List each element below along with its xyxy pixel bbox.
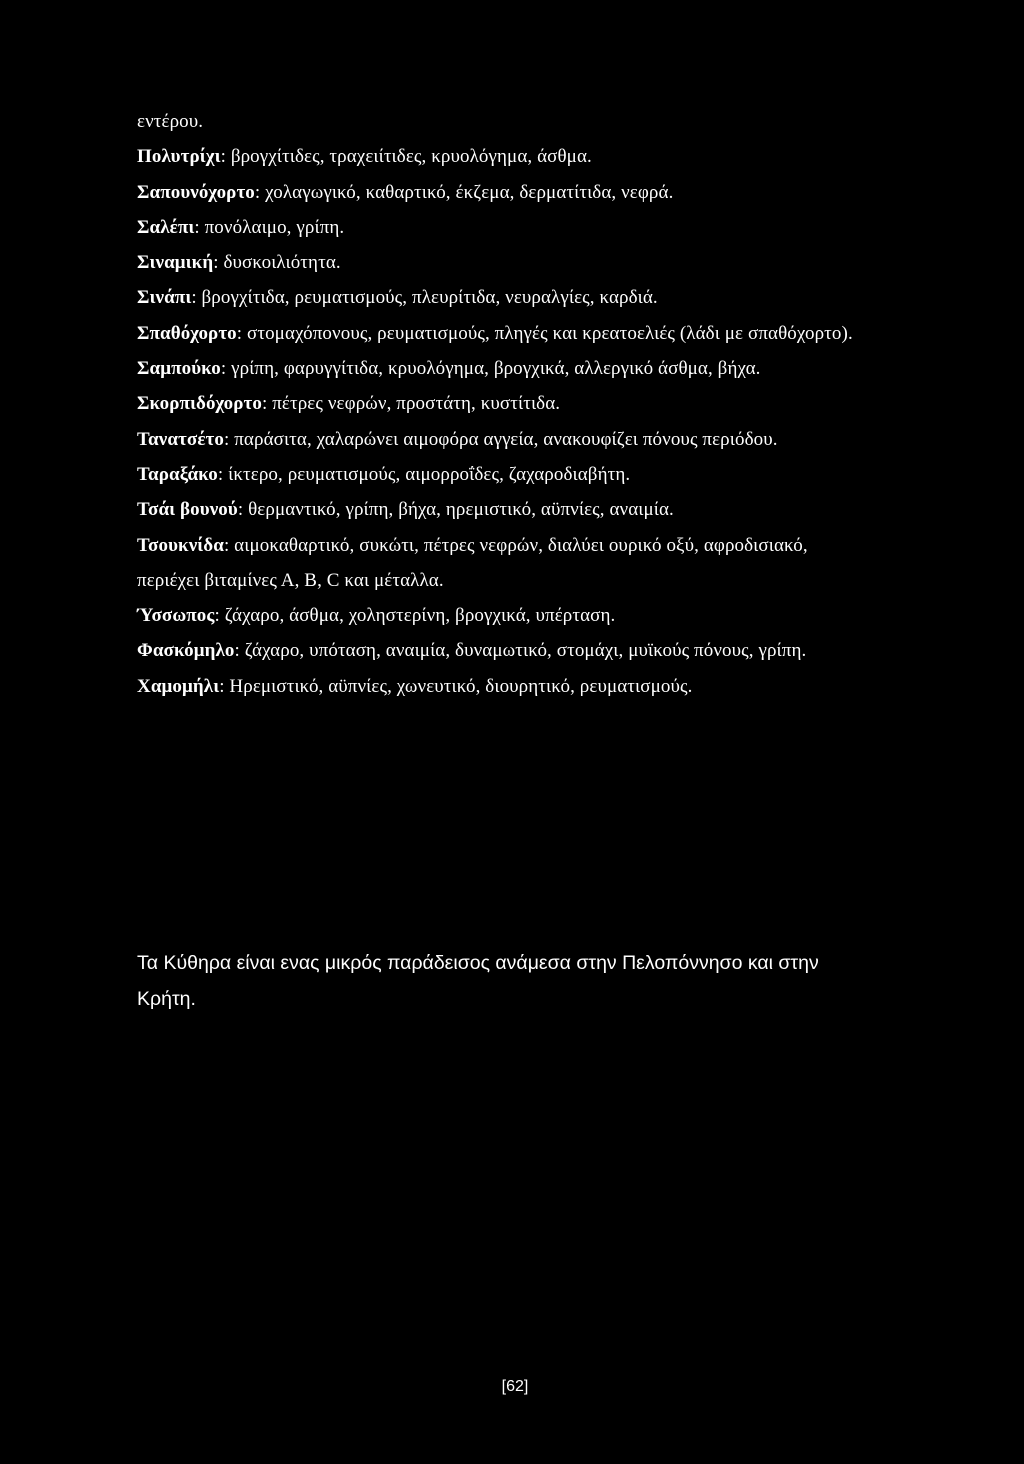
herb-name: Χαμομήλι (137, 675, 220, 697)
herb-entry (137, 598, 857, 633)
herb-uses: : αιμοκαθαρτικό, συκώτι, πέτρες νεφρών, διαλύει ουρικό οξύ, αφροδισιακό, περιέχει βιταμίνες Α, Β, C και μέταλλα. (137, 534, 808, 591)
herb-uses: : χολαγωγικό, καθαρτικό, έκζεμα, δερματίτιδα, νεφρά. (254, 181, 674, 203)
herb-entry (137, 175, 857, 210)
herb-uses: : πονόλαιμο, γρίπη. (194, 216, 345, 238)
herb-entry (137, 386, 857, 421)
herb-uses: : ζάχαρο, υπόταση, αναιμία, δυναμωτικό, στομάχι, μυϊκούς πόνους, γρίπη. (234, 640, 807, 662)
herb-name: Πολυτρίχι (137, 146, 221, 168)
herb-entry (137, 528, 857, 599)
herb-uses: : ζάχαρο, άσθμα, χοληστερίνη, βρογχικά, υπέρταση. (214, 605, 616, 627)
herb-name: Τσάι βουνού (137, 499, 238, 521)
herb-entry (137, 457, 857, 492)
herb-entry (137, 245, 857, 280)
herb-list (137, 104, 857, 704)
herb-name: Ταραξάκο (137, 463, 218, 485)
herb-uses: : ίκτερο, ρευματισμούς, αιμορροΐδες, ζαχαροδιαβήτη. (217, 463, 631, 485)
herb-entry (137, 669, 857, 704)
page-number: [62] (501, 1378, 529, 1395)
herb-entry (137, 210, 857, 245)
herb-name: Τανατσέτο (137, 428, 225, 450)
herb-uses: : βρογχίτιδες, τραχειίτιδες, κρυολόγημα, άσθμα. (220, 146, 592, 168)
herb-entry (137, 633, 857, 668)
herb-entry (137, 280, 857, 315)
herb-uses: : δυσκοιλιότητα. (213, 252, 341, 274)
herb-entry (137, 492, 857, 527)
herb-uses: : πέτρες νεφρών, προστάτη, κυστίτιδα. (261, 393, 561, 415)
herb-uses: : θερμαντικό, γρίπη, βήχα, ηρεμιστικό, αϋπνίες, αναιμία. (237, 499, 674, 521)
herb-entry (137, 422, 857, 457)
herb-name: Σαμπούκο (137, 358, 221, 380)
closing-paragraph: Τα Κύθηρα είναι ενας μικρός παράδεισος ανάμεσα στην Πελοπόννησο και στην Κρήτη. (137, 951, 819, 1010)
herb-name: Σαλέπι (137, 216, 195, 238)
herb-uses: : στομαχόπονους, ρευματισμούς, πληγές και κρεατοελιές (λάδι με σπαθόχορτο). (236, 322, 853, 344)
herb-uses: : βρογχίτιδα, ρευματισμούς, πλευρίτιδα, νευραλγίες, καρδιά. (191, 287, 658, 309)
herb-uses: : γρίπη, φαρυγγίτιδα, κρυολόγημα, βρογχικά, αλλεργικό άσθμα, βήχα. (220, 358, 761, 380)
herb-entry (137, 351, 857, 386)
herb-name: Τσουκνίδα (137, 534, 224, 556)
herb-name: Σιναμική (137, 252, 214, 274)
continuation-text: εντέρου. (137, 111, 204, 132)
herb-uses: : παράσιτα, χαλαρώνει αιμοφόρα αγγεία, ανακουφίζει πόνους περιόδου. (224, 428, 778, 450)
herb-entry (137, 139, 857, 174)
herb-name: Φασκόμηλο (137, 640, 235, 662)
herb-name: Ύσσωπος (137, 605, 215, 627)
herb-uses: : Ηρεμιστικό, αϋπνίες, χωνευτικό, διουρητικό, ρευματισμούς. (219, 675, 693, 697)
herb-name: Σκορπιδόχορτο (137, 393, 262, 415)
herb-entry (137, 316, 857, 351)
herb-name: Σινάπι (137, 287, 192, 309)
herb-name: Σαπουνόχορτο (137, 181, 255, 203)
herb-name: Σπαθόχορτο (137, 322, 237, 344)
